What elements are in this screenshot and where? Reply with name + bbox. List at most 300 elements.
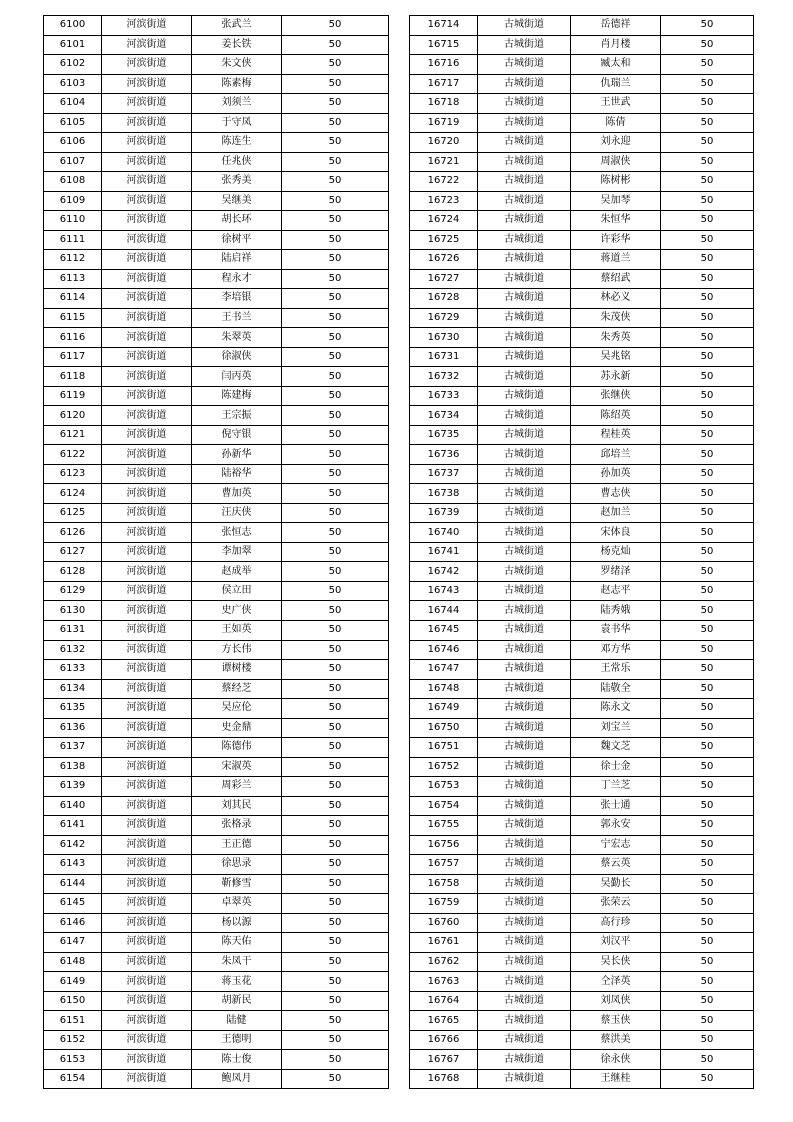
table-row (410, 1030, 754, 1050)
name-cell: 徐树平 (192, 230, 282, 250)
name-cell: 侯立田 (192, 581, 282, 601)
amount-cell: 50 (282, 16, 389, 36)
name-cell: 王世武 (571, 94, 661, 114)
street-cell: 河滨街道 (102, 835, 192, 855)
street-cell: 河滨街道 (102, 933, 192, 953)
name-cell: 闫丙英 (192, 367, 282, 387)
amount-cell: 50 (282, 699, 389, 719)
serial-number-cell: 6102 (44, 55, 102, 75)
serial-number-cell: 6134 (44, 679, 102, 699)
amount-cell: 50 (282, 230, 389, 250)
street-cell: 古城街道 (478, 269, 571, 289)
serial-number-cell: 16748 (410, 679, 478, 699)
amount-cell: 50 (661, 562, 754, 582)
serial-number-cell: 6109 (44, 191, 102, 211)
amount-cell: 50 (282, 523, 389, 543)
serial-number-cell: 6153 (44, 1050, 102, 1070)
amount-cell: 50 (661, 152, 754, 172)
serial-number-cell: 6131 (44, 620, 102, 640)
table-row (410, 640, 754, 660)
serial-number-cell: 16752 (410, 757, 478, 777)
name-cell: 周淑侠 (571, 152, 661, 172)
name-cell: 刘宝兰 (571, 718, 661, 738)
street-cell: 古城街道 (478, 503, 571, 523)
serial-number-cell: 16747 (410, 660, 478, 680)
amount-cell: 50 (661, 933, 754, 953)
serial-number-cell: 16762 (410, 952, 478, 972)
table-row (410, 503, 754, 523)
street-cell: 河滨街道 (102, 581, 192, 601)
amount-cell: 50 (282, 660, 389, 680)
table-row (410, 386, 754, 406)
serial-number-cell: 6118 (44, 367, 102, 387)
name-cell: 孙新华 (192, 445, 282, 465)
serial-number-cell: 6126 (44, 523, 102, 543)
name-cell: 吴加琴 (571, 191, 661, 211)
amount-cell: 50 (661, 601, 754, 621)
amount-cell: 50 (282, 367, 389, 387)
serial-number-cell: 6143 (44, 855, 102, 875)
amount-cell: 50 (661, 55, 754, 75)
name-cell: 赵成举 (192, 562, 282, 582)
name-cell: 陈建梅 (192, 386, 282, 406)
name-cell: 周彩兰 (192, 777, 282, 797)
amount-cell: 50 (661, 991, 754, 1011)
street-cell: 河滨街道 (102, 289, 192, 309)
table-row (410, 308, 754, 328)
amount-cell: 50 (282, 777, 389, 797)
street-cell: 古城街道 (478, 94, 571, 114)
amount-cell: 50 (661, 1011, 754, 1031)
street-cell: 古城街道 (478, 718, 571, 738)
amount-cell: 50 (282, 952, 389, 972)
serial-number-cell: 16724 (410, 211, 478, 231)
amount-cell: 50 (282, 620, 389, 640)
table-row (44, 757, 389, 777)
name-cell: 张恒志 (192, 523, 282, 543)
name-cell: 王继桂 (571, 1069, 661, 1089)
serial-number-cell: 16722 (410, 172, 478, 192)
serial-number-cell: 6129 (44, 581, 102, 601)
street-cell: 河滨街道 (102, 796, 192, 816)
table-row (44, 562, 389, 582)
amount-cell: 50 (282, 1030, 389, 1050)
left-roster-body (44, 16, 389, 1089)
name-cell: 吴兆铭 (571, 347, 661, 367)
street-cell: 河滨街道 (102, 406, 192, 426)
street-cell: 古城街道 (478, 1011, 571, 1031)
serial-number-cell: 16734 (410, 406, 478, 426)
serial-number-cell: 16755 (410, 816, 478, 836)
name-cell: 张继侠 (571, 386, 661, 406)
amount-cell: 50 (282, 562, 389, 582)
name-cell: 陈素梅 (192, 74, 282, 94)
name-cell: 杨克灿 (571, 542, 661, 562)
table-row (44, 660, 389, 680)
table-row (410, 894, 754, 914)
name-cell: 张士通 (571, 796, 661, 816)
street-cell: 古城街道 (478, 289, 571, 309)
street-cell: 河滨街道 (102, 562, 192, 582)
serial-number-cell: 6144 (44, 874, 102, 894)
name-cell: 岳德祥 (571, 16, 661, 36)
name-cell: 蔡绍武 (571, 269, 661, 289)
amount-cell: 50 (282, 503, 389, 523)
amount-cell: 50 (282, 406, 389, 426)
amount-cell: 50 (282, 74, 389, 94)
serial-number-cell: 16738 (410, 484, 478, 504)
right-roster-table (409, 15, 754, 1089)
amount-cell: 50 (661, 581, 754, 601)
table-row (44, 328, 389, 348)
serial-number-cell: 6154 (44, 1069, 102, 1089)
serial-number-cell: 16726 (410, 250, 478, 270)
street-cell: 河滨街道 (102, 640, 192, 660)
table-row (44, 777, 389, 797)
street-cell: 古城街道 (478, 640, 571, 660)
table-row (410, 542, 754, 562)
table-row (410, 913, 754, 933)
serial-number-cell: 16721 (410, 152, 478, 172)
name-cell: 倪守银 (192, 425, 282, 445)
serial-number-cell: 6146 (44, 913, 102, 933)
amount-cell: 50 (661, 133, 754, 153)
amount-cell: 50 (661, 1069, 754, 1089)
amount-cell: 50 (282, 542, 389, 562)
amount-cell: 50 (661, 523, 754, 543)
name-cell: 高行珍 (571, 913, 661, 933)
street-cell: 古城街道 (478, 133, 571, 153)
serial-number-cell: 16767 (410, 1050, 478, 1070)
amount-cell: 50 (661, 757, 754, 777)
serial-number-cell: 16745 (410, 620, 478, 640)
street-cell: 古城街道 (478, 464, 571, 484)
amount-cell: 50 (661, 542, 754, 562)
street-cell: 古城街道 (478, 445, 571, 465)
table-row (44, 679, 389, 699)
serial-number-cell: 6141 (44, 816, 102, 836)
table-row (410, 757, 754, 777)
amount-cell: 50 (282, 679, 389, 699)
street-cell: 古城街道 (478, 620, 571, 640)
name-cell: 汪庆侠 (192, 503, 282, 523)
amount-cell: 50 (661, 796, 754, 816)
serial-number-cell: 16733 (410, 386, 478, 406)
name-cell: 丁兰芝 (571, 777, 661, 797)
name-cell: 徐淑侠 (192, 347, 282, 367)
amount-cell: 50 (661, 738, 754, 758)
table-row (44, 913, 389, 933)
table-row (410, 406, 754, 426)
table-row (410, 35, 754, 55)
amount-cell: 50 (282, 972, 389, 992)
street-cell: 河滨街道 (102, 542, 192, 562)
table-row (410, 269, 754, 289)
street-cell: 古城街道 (478, 796, 571, 816)
amount-cell: 50 (661, 289, 754, 309)
table-row (44, 35, 389, 55)
table-row (410, 425, 754, 445)
amount-cell: 50 (282, 308, 389, 328)
amount-cell: 50 (661, 445, 754, 465)
serial-number-cell: 6100 (44, 16, 102, 36)
street-cell: 河滨街道 (102, 991, 192, 1011)
street-cell: 古城街道 (478, 738, 571, 758)
serial-number-cell: 16757 (410, 855, 478, 875)
amount-cell: 50 (282, 133, 389, 153)
name-cell: 仝泽英 (571, 972, 661, 992)
street-cell: 古城街道 (478, 542, 571, 562)
amount-cell: 50 (661, 484, 754, 504)
table-row (410, 328, 754, 348)
street-cell: 河滨街道 (102, 855, 192, 875)
serial-number-cell: 6127 (44, 542, 102, 562)
table-row (410, 74, 754, 94)
table-row (44, 74, 389, 94)
street-cell: 古城街道 (478, 386, 571, 406)
table-row (410, 972, 754, 992)
amount-cell: 50 (661, 1050, 754, 1070)
serial-number-cell: 16764 (410, 991, 478, 1011)
name-cell: 朱翠英 (192, 328, 282, 348)
table-row (410, 738, 754, 758)
table-row (44, 503, 389, 523)
table-row (44, 133, 389, 153)
serial-number-cell: 6116 (44, 328, 102, 348)
name-cell: 王如英 (192, 620, 282, 640)
serial-number-cell: 6121 (44, 425, 102, 445)
serial-number-cell: 16749 (410, 699, 478, 719)
table-row (410, 601, 754, 621)
table-row (410, 289, 754, 309)
amount-cell: 50 (282, 738, 389, 758)
street-cell: 河滨街道 (102, 250, 192, 270)
table-row (410, 620, 754, 640)
serial-number-cell: 16715 (410, 35, 478, 55)
table-row (44, 113, 389, 133)
street-cell: 河滨街道 (102, 738, 192, 758)
street-cell: 河滨街道 (102, 347, 192, 367)
amount-cell: 50 (661, 874, 754, 894)
street-cell: 河滨街道 (102, 230, 192, 250)
street-cell: 古城街道 (478, 523, 571, 543)
amount-cell: 50 (661, 74, 754, 94)
street-cell: 古城街道 (478, 152, 571, 172)
amount-cell: 50 (282, 152, 389, 172)
amount-cell: 50 (282, 1011, 389, 1031)
street-cell: 河滨街道 (102, 913, 192, 933)
serial-number-cell: 16730 (410, 328, 478, 348)
name-cell: 宋体良 (571, 523, 661, 543)
street-cell: 河滨街道 (102, 367, 192, 387)
street-cell: 古城街道 (478, 581, 571, 601)
table-row (410, 367, 754, 387)
serial-number-cell: 6112 (44, 250, 102, 270)
street-cell: 古城街道 (478, 894, 571, 914)
street-cell: 古城街道 (478, 972, 571, 992)
street-cell: 河滨街道 (102, 1050, 192, 1070)
street-cell: 河滨街道 (102, 35, 192, 55)
street-cell: 古城街道 (478, 991, 571, 1011)
street-cell: 古城街道 (478, 484, 571, 504)
table-row (410, 855, 754, 875)
amount-cell: 50 (661, 347, 754, 367)
table-row (44, 816, 389, 836)
amount-cell: 50 (661, 367, 754, 387)
table-row (44, 640, 389, 660)
serial-number-cell: 6149 (44, 972, 102, 992)
table-row (410, 133, 754, 153)
street-cell: 古城街道 (478, 699, 571, 719)
amount-cell: 50 (661, 16, 754, 36)
name-cell: 程永才 (192, 269, 282, 289)
serial-number-cell: 16763 (410, 972, 478, 992)
name-cell: 张格录 (192, 816, 282, 836)
name-cell: 杨以源 (192, 913, 282, 933)
name-cell: 罗绪泽 (571, 562, 661, 582)
street-cell: 河滨街道 (102, 425, 192, 445)
street-cell: 河滨街道 (102, 94, 192, 114)
amount-cell: 50 (661, 660, 754, 680)
name-cell: 鲍凤月 (192, 1069, 282, 1089)
name-cell: 刘须兰 (192, 94, 282, 114)
serial-number-cell: 6111 (44, 230, 102, 250)
serial-number-cell: 6132 (44, 640, 102, 660)
street-cell: 河滨街道 (102, 1069, 192, 1089)
street-cell: 河滨街道 (102, 601, 192, 621)
street-cell: 河滨街道 (102, 55, 192, 75)
serial-number-cell: 16735 (410, 425, 478, 445)
table-row (410, 464, 754, 484)
table-row (44, 386, 389, 406)
amount-cell: 50 (661, 35, 754, 55)
table-row (44, 367, 389, 387)
serial-number-cell: 16740 (410, 523, 478, 543)
serial-number-cell: 16741 (410, 542, 478, 562)
serial-number-cell: 6142 (44, 835, 102, 855)
amount-cell: 50 (282, 328, 389, 348)
amount-cell: 50 (282, 425, 389, 445)
table-row (44, 347, 389, 367)
amount-cell: 50 (661, 94, 754, 114)
table-row (44, 601, 389, 621)
serial-number-cell: 16758 (410, 874, 478, 894)
table-row (410, 347, 754, 367)
name-cell: 苏永新 (571, 367, 661, 387)
name-cell: 林必义 (571, 289, 661, 309)
table-row (410, 1011, 754, 1031)
serial-number-cell: 6138 (44, 757, 102, 777)
name-cell: 吴应伦 (192, 699, 282, 719)
table-row (44, 581, 389, 601)
amount-cell: 50 (282, 991, 389, 1011)
amount-cell: 50 (661, 855, 754, 875)
amount-cell: 50 (661, 503, 754, 523)
street-cell: 古城街道 (478, 660, 571, 680)
table-row (44, 855, 389, 875)
street-cell: 古城街道 (478, 679, 571, 699)
street-cell: 古城街道 (478, 933, 571, 953)
street-cell: 古城街道 (478, 250, 571, 270)
street-cell: 河滨街道 (102, 308, 192, 328)
amount-cell: 50 (282, 445, 389, 465)
table-row (410, 16, 754, 36)
table-row (44, 445, 389, 465)
amount-cell: 50 (661, 620, 754, 640)
name-cell: 蔡玉侠 (571, 1011, 661, 1031)
name-cell: 宋淑英 (192, 757, 282, 777)
amount-cell: 50 (661, 211, 754, 231)
table-row (44, 523, 389, 543)
street-cell: 古城街道 (478, 35, 571, 55)
serial-number-cell: 16743 (410, 581, 478, 601)
name-cell: 宁宏志 (571, 835, 661, 855)
name-cell: 王宗振 (192, 406, 282, 426)
street-cell: 古城街道 (478, 367, 571, 387)
serial-number-cell: 6101 (44, 35, 102, 55)
table-row (44, 1069, 389, 1089)
table-row (410, 874, 754, 894)
street-cell: 河滨街道 (102, 757, 192, 777)
table-row (410, 484, 754, 504)
street-cell: 河滨街道 (102, 191, 192, 211)
street-cell: 河滨街道 (102, 620, 192, 640)
name-cell: 徐思录 (192, 855, 282, 875)
amount-cell: 50 (282, 35, 389, 55)
table-row (410, 699, 754, 719)
table-row (44, 191, 389, 211)
name-cell: 赵志平 (571, 581, 661, 601)
table-row (410, 952, 754, 972)
name-cell: 赵加兰 (571, 503, 661, 523)
street-cell: 古城街道 (478, 347, 571, 367)
street-cell: 河滨街道 (102, 660, 192, 680)
name-cell: 陈德伟 (192, 738, 282, 758)
street-cell: 古城街道 (478, 1030, 571, 1050)
street-cell: 古城街道 (478, 601, 571, 621)
name-cell: 陆敬全 (571, 679, 661, 699)
name-cell: 朱恒华 (571, 211, 661, 231)
table-row (44, 484, 389, 504)
name-cell: 胡新民 (192, 991, 282, 1011)
street-cell: 河滨街道 (102, 211, 192, 231)
name-cell: 蔡洪美 (571, 1030, 661, 1050)
table-row (410, 835, 754, 855)
street-cell: 古城街道 (478, 16, 571, 36)
street-cell: 河滨街道 (102, 269, 192, 289)
amount-cell: 50 (282, 55, 389, 75)
table-row (44, 952, 389, 972)
table-row (410, 796, 754, 816)
street-cell: 河滨街道 (102, 445, 192, 465)
name-cell: 肖月楼 (571, 35, 661, 55)
street-cell: 古城街道 (478, 757, 571, 777)
amount-cell: 50 (661, 894, 754, 914)
street-cell: 河滨街道 (102, 523, 192, 543)
name-cell: 陆裕华 (192, 464, 282, 484)
street-cell: 古城街道 (478, 308, 571, 328)
serial-number-cell: 16756 (410, 835, 478, 855)
street-cell: 古城街道 (478, 1069, 571, 1089)
amount-cell: 50 (282, 874, 389, 894)
table-row (44, 230, 389, 250)
table-row (44, 972, 389, 992)
serial-number-cell: 6152 (44, 1030, 102, 1050)
amount-cell: 50 (282, 464, 389, 484)
serial-number-cell: 16725 (410, 230, 478, 250)
serial-number-cell: 16753 (410, 777, 478, 797)
amount-cell: 50 (282, 640, 389, 660)
